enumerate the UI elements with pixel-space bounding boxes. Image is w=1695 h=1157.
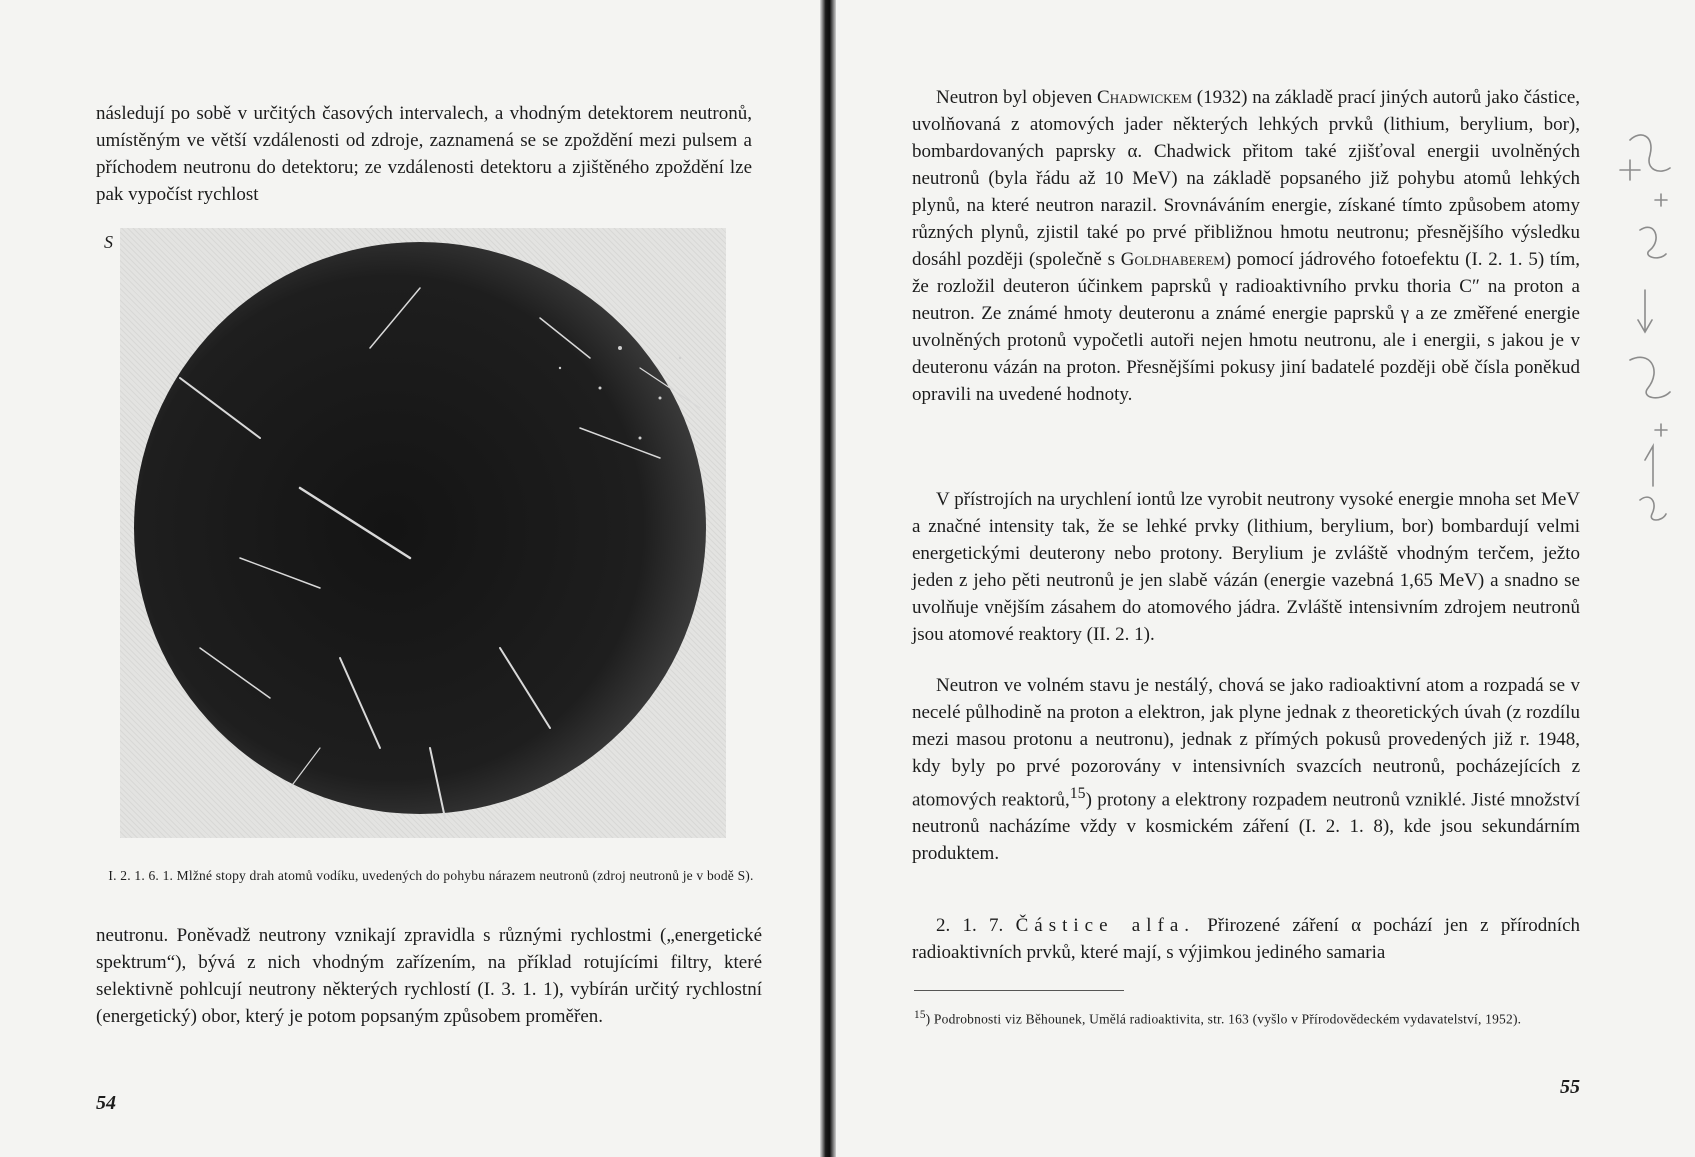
section-paragraph-2-1-7 <box>912 912 1580 966</box>
page-number-left: 54 <box>96 1092 116 1114</box>
section-number: 2. 1. 7. <box>936 915 1004 936</box>
r1-text-a: Neutron byl objeven <box>936 87 1098 108</box>
book-gutter <box>820 0 836 1157</box>
section-text: Přirozené záření α pochází jen z přírodních radioaktivních prvků, které mají, s výjimkou jediného samaria <box>912 915 1581 963</box>
chamber-disc <box>134 242 706 814</box>
right-paragraph-1 <box>912 84 1580 408</box>
left-page <box>0 0 820 1157</box>
footnote-ref: 15 <box>1069 785 1086 802</box>
r3-text-b: ) protony a elektrony rozpadem neutronů vzniklé. Jisté množství neutronů nacházíme vždy v kosmickém záření (I. 2. 1. 8), kde jsou sekundárním produktem. <box>912 789 1580 865</box>
footnote-mark: 15 <box>914 1009 926 1021</box>
figure-source-label: S <box>104 232 113 252</box>
handwritten-annotation <box>1600 130 1690 530</box>
name-chadwick: Chadwickem <box>1097 87 1193 108</box>
r1-text-c: ) pomocí jádrového fotoefektu (I. 2. 1. 5) tím, že rozložil deuteron účinkem paprsků γ radioaktivního prvku thoria C″ na proton a neutron. Ze známé hmoty deuteronu a známé energie paprsků γ a ze změřené energie uvolněných protonů vypočetli autoři nejen hmotu neutronu, ale i energii, s jakou je v deuteronu vázán na proton. Přesnějšími pokusy jiní badatelé později obě čísla poněkud opravili na uvedené hodnoty. <box>912 249 1580 405</box>
r1-text-b: (1932) na základě prací jiných autorů jako částice, uvolňovaná z atomových jader některých lehkých prvků (lithium, berylium, bor), bombardovaných paprsky α. Chadwick přitom také zjišťoval energii uvolněných neutronů (byla řádu až 10 MeV) na základě popsaného již pohybu atomů lehkých plynů, na které neutron narazil. Srovnáváním energie, získané tímto způsobem atomy různých plynů, zjistil také po prvé přibližnou hmotu neutronu; přesnějšího výsledku dosáhl později (společně s <box>912 87 1581 270</box>
left-top-paragraph: následují po sobě v určitých časových intervalech, a vhodným detektorem neutronů, umístěným ve větší vzdálenosti od zdroje, zaznamená se se zpoždění mezi pulsem a příchodem neutronu do detektoru; ze vzdálenosti detektoru a zjištěného zpoždění lze pak vypočíst rychlost <box>96 103 752 205</box>
section-heading: Částice alfa. <box>1015 915 1196 936</box>
r3-text-a: Neutron ve volném stavu je nestálý, chová se jako radioaktivní atom a rozpadá se v necelé půlhodině na proton a elektron, jak plyne jednak z theoretických úvah (z rozdílu mezi masou protonu a neutronu), jednak z přímých pokusů provedených již r. 1948, kdy byly po prvé pozorovány v intensivních svazcích neutronů, pocházejících z atomových reaktorů, <box>912 675 1580 811</box>
name-goldhaber: Goldhaberem <box>1120 249 1225 270</box>
cloud-chamber-image <box>120 228 726 838</box>
right-paragraph-3 <box>912 672 1580 867</box>
cloud-chamber-photo <box>120 228 726 838</box>
footnote-15 <box>914 1002 1582 1033</box>
right-paragraph-2: V přístrojích na urychlení iontů lze vyrobit neutrony vysoké energie mnoha set MeV a značné intensity tak, že se lehké prvky (lithium, berylium, bor) bombardují velmi energetickými deuterony nebo protony. Berylium je zvláště vhodným terčem, ježto jeden z jeho pěti neutronů je jen slabě vázán (energie vazebná 1,65 MeV) a snadno se uvolňuje vnějším zásahem do atomového jádra. Zvláště intensivním zdrojem neutronů jsou atomové reaktory (II. 2. 1). <box>912 489 1580 645</box>
left-bottom-paragraph: neutronu. Poněvadž neutrony vznikají zpravidla s různými rychlostmi („energetické spektrum“), bývá z nich vhodným zařízením, na příklad rotujícími filtry, které selektivně pohlcují neutrony některých rychlostí (I. 3. 1. 1), vybírán určitý rychlostní (energetický) obor, který je potom popsaným způsobem proměřen. <box>96 925 762 1027</box>
figure-caption: I. 2. 1. 6. 1. Mlžné stopy drah atomů vodíku, uvedených do pohybu nárazem neutronů (zdroj neutronů je v bodě S). <box>108 868 754 883</box>
page-number-right: 55 <box>1560 1076 1580 1098</box>
footnote-divider <box>914 990 1124 991</box>
footnote-text: ) Podrobnosti viz Běhounek, Umělá radioaktivita, str. 163 (vyšlo v Přírodovědeckém vydavatelství, 1952). <box>925 1011 1522 1027</box>
